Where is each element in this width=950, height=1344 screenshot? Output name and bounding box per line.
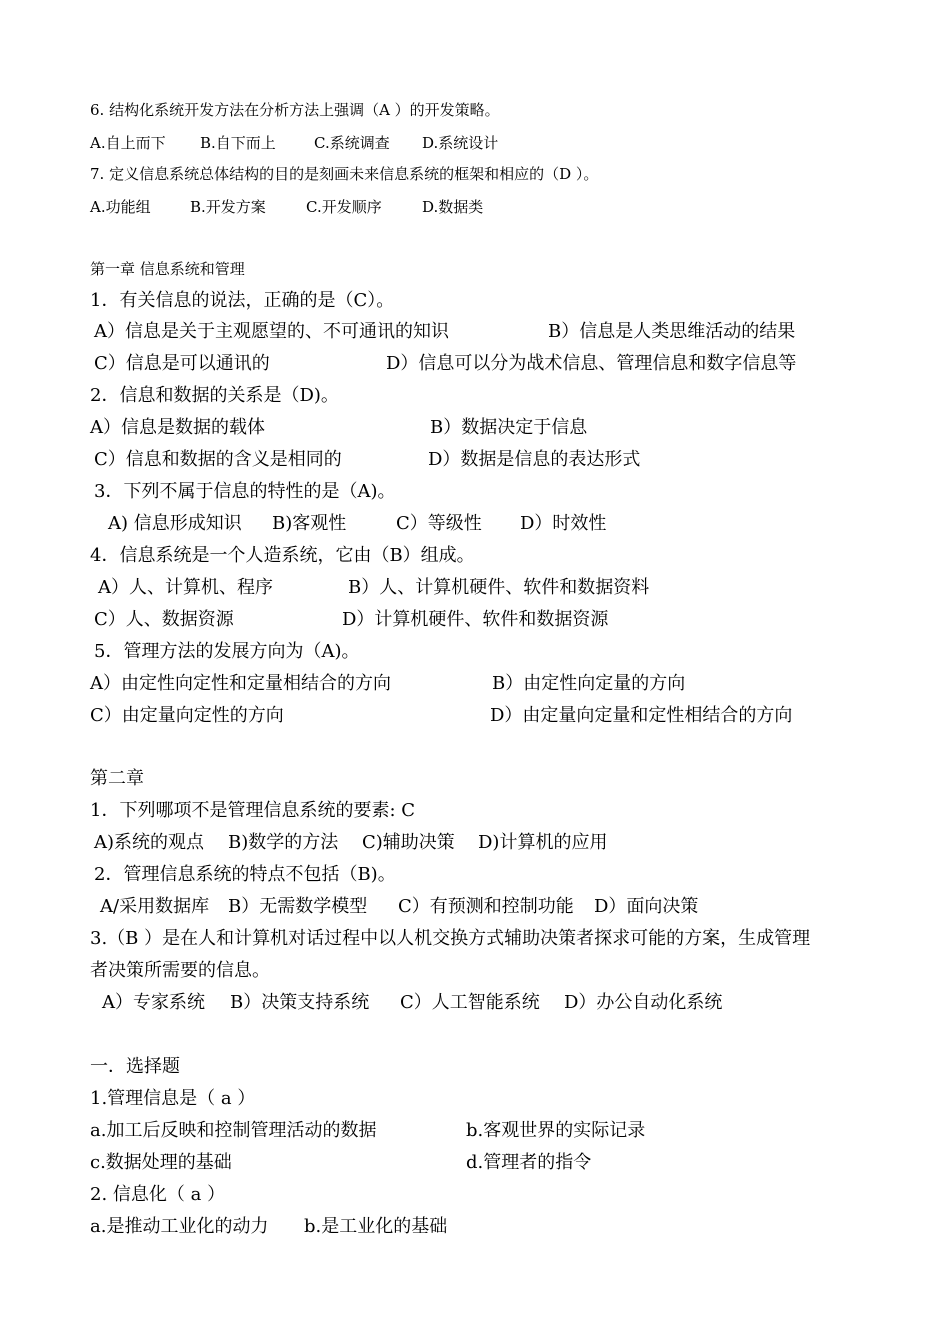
chapter-2-title: 第二章: [90, 768, 144, 789]
ch2-question-3-line-2: 者决策所需要的信息。: [90, 960, 270, 981]
ch1-q4-option-a: A）人、计算机、程序: [98, 577, 273, 598]
ch1-question-5: 5．管理方法的发展方向为（A)。: [94, 641, 360, 662]
option-b: B）无需数学模型: [228, 896, 368, 917]
sec-q1-option-c: c.数据处理的基础: [90, 1152, 232, 1173]
option-b: B.自下而上: [200, 134, 276, 152]
option-a: A.自上而下: [90, 134, 166, 152]
option-c: C）等级性: [396, 513, 482, 534]
ch1-q5-option-a: A）由定性向定性和定量相结合的方向: [90, 673, 391, 694]
ch2-question-1: 1．下列哪项不是管理信息系统的要素: C: [90, 800, 416, 821]
option-b: B.开发方案: [190, 198, 266, 216]
sec-q2-option-b: b.是工业化的基础: [304, 1216, 448, 1237]
question-6: 6. 结构化系统开发方法在分析方法上强调（A ）的开发策略。: [90, 101, 500, 119]
ch1-question-3: 3．下列不属于信息的特性的是（A)。: [94, 481, 396, 502]
option-a: A) 信息形成知识: [108, 513, 242, 534]
sec-q2-option-a: a.是推动工业化的动力: [90, 1216, 269, 1237]
sec-q1-option-a: a.加工后反映和控制管理活动的数据: [90, 1120, 377, 1141]
sec-q1-option-d: d.管理者的指令: [466, 1152, 592, 1173]
option-b: B)客观性: [272, 513, 347, 534]
option-d: D.系统设计: [422, 134, 499, 152]
option-a: A.功能组: [90, 198, 151, 216]
section-title: 一．选择题: [90, 1056, 180, 1077]
ch1-question-2: 2．信息和数据的关系是（D)。: [90, 385, 339, 406]
option-b: B)数学的方法: [228, 832, 339, 853]
option-d: D）办公自动化系统: [564, 992, 723, 1013]
question-7: 7. 定义信息系统总体结构的目的是刻画未来信息系统的框架和相应的（D ）。: [90, 165, 599, 183]
option-d: D）时效性: [520, 513, 607, 534]
option-d: D）面向决策: [594, 896, 699, 917]
ch2-question-3-line-1: 3.（B ）是在人和计算机对话过程中以人机交换方式辅助决策者探求可能的方案，生成管理: [90, 928, 811, 949]
option-c: C)辅助决策: [362, 832, 455, 853]
ch1-q2-option-a: A）信息是数据的载体: [90, 417, 265, 438]
ch1-q1-option-a: A）信息是关于主观愿望的、不可通讯的知识: [94, 321, 449, 342]
option-c: C.开发顺序: [306, 198, 382, 216]
ch1-q5-option-d: D）由定量向定量和定性相结合的方向: [490, 705, 793, 726]
option-c: C）人工智能系统: [400, 992, 540, 1013]
sec-question-1: 1.管理信息是（ a ）: [90, 1088, 256, 1109]
option-d: D.数据类: [422, 198, 484, 216]
sec-question-2: 2. 信息化（ a ）: [90, 1184, 226, 1205]
ch1-q4-option-c: C）人、数据资源: [94, 609, 234, 630]
ch1-q5-option-b: B）由定性向定量的方向: [492, 673, 686, 694]
ch1-q2-option-d: D）数据是信息的表达形式: [428, 449, 641, 470]
chapter-1-title: 第一章 信息系统和管理: [90, 260, 245, 278]
ch1-q5-option-c: C）由定量向定性的方向: [90, 705, 284, 726]
option-a: A）专家系统: [102, 992, 205, 1013]
ch1-q1-option-c: C）信息是可以通讯的: [94, 353, 270, 374]
ch1-q4-option-b: B）人、计算机硬件、软件和数据资料: [348, 577, 650, 598]
ch1-q2-option-c: C）信息和数据的含义是相同的: [94, 449, 342, 470]
option-a: A/采用数据库: [100, 896, 210, 917]
option-c: C）有预测和控制功能: [398, 896, 574, 917]
ch1-question-4: 4．信息系统是一个人造系统，它由（B）组成。: [90, 545, 475, 566]
ch2-question-2: 2．管理信息系统的特点不包括（B)。: [94, 864, 396, 885]
ch1-q2-option-b: B）数据决定于信息: [430, 417, 588, 438]
option-b: B）决策支持系统: [230, 992, 370, 1013]
option-c: C.系统调查: [314, 134, 390, 152]
ch1-q1-option-d: D）信息可以分为战术信息、管理信息和数字信息等: [386, 353, 797, 374]
option-d: D)计算机的应用: [478, 832, 608, 853]
ch1-q4-option-d: D）计算机硬件、软件和数据资源: [342, 609, 609, 630]
option-a: A)系统的观点: [94, 832, 205, 853]
sec-q1-option-b: b.客观世界的实际记录: [466, 1120, 646, 1141]
ch1-q1-option-b: B）信息是人类思维活动的结果: [548, 321, 796, 342]
ch1-question-1: 1．有关信息的说法，正确的是（C）。: [90, 290, 395, 311]
